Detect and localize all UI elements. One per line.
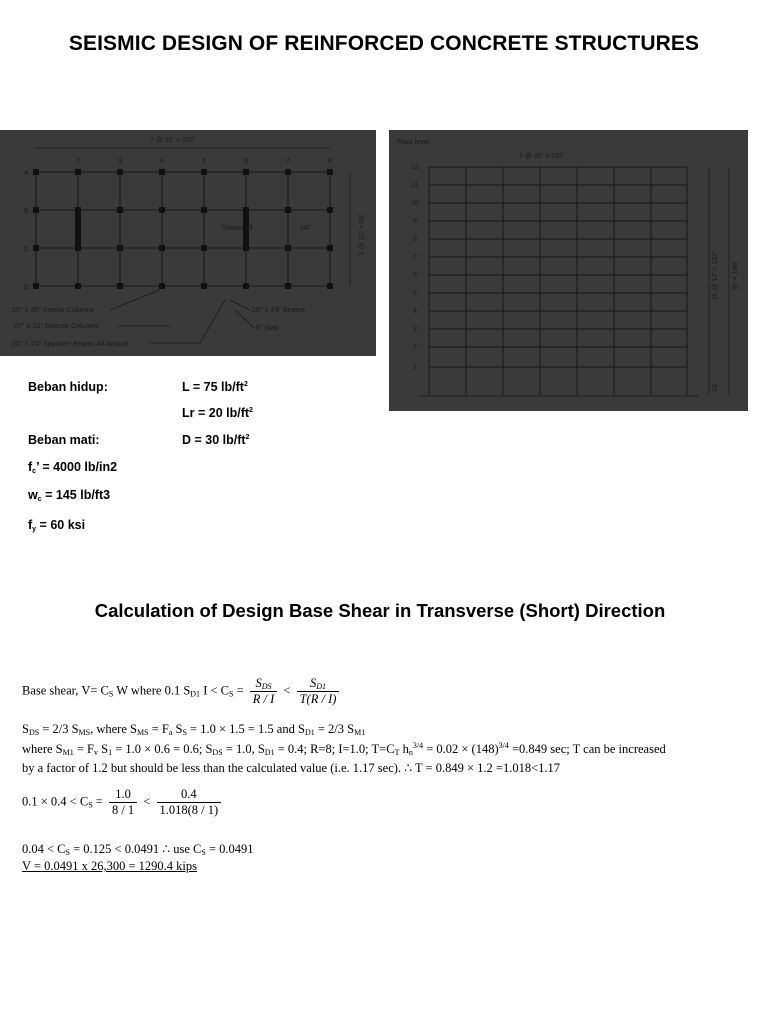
elev-base: 16': [712, 382, 719, 392]
calc-line-cs-use: 0.04 < CS = 0.125 < 0.0491 ∴ use CS = 0.0491: [22, 842, 254, 857]
plan-col-label: 7: [286, 158, 290, 165]
plan-col-label: 2: [76, 158, 80, 165]
concrete-unit-weight: $w_c = 145$ lb/ft3: [28, 488, 111, 503]
elevation-image: [389, 130, 748, 411]
plan-col-label: 4: [160, 158, 164, 165]
plan-note: 26" X 26" Interior Columns: [12, 307, 95, 314]
elev-hn: hn = 148': [732, 261, 739, 290]
plan-col-label: 6: [244, 158, 248, 165]
elev-floor: 8: [413, 236, 417, 243]
elev-floor: 9: [413, 218, 417, 225]
elev-floor: 7: [413, 254, 417, 261]
elev-floor: 5: [413, 290, 417, 297]
plan-shearwall-thk: 14": [300, 225, 311, 232]
elev-dim-side: 11 @ 12' = 132': [712, 251, 719, 300]
calc-line-sds: SDS = 2/3 SMS, where SMS = Fa SS = 1.0 × 1.5 = 1.5 and SD1 = 2/3 SM1: [22, 722, 366, 737]
elev-floor: 12: [411, 164, 419, 171]
plan-note: 20" X 24" Beams: [252, 307, 305, 314]
plan-note: 22" X 22" Exterior Columns: [14, 323, 99, 330]
fraction-1-over-8: $\frac{1.0}{8 / 1}$: [109, 787, 137, 818]
calc-line-period: by a factor of 1.2 but should be less than the calculated value (i.e. 1.17 sec). ∴ T = 0.849 × 1.2 =1.018<1.17: [22, 761, 561, 775]
plan-shearwall-label: Shearwall: [222, 225, 253, 232]
calc-line-base-shear: Base shear, V= CS W where 0.1 SD1 I < CS = $\frac{\text{SDS}}{R / I}$ < $\frac{SD1}{T(R / I)}$: [22, 676, 342, 707]
section-title: Calculation of Design Base Shear in Transverse (Short) Direction: [94, 600, 666, 621]
plan-row-label: A: [24, 170, 29, 177]
plan-dim-side: 3 @ 22' = 66': [359, 213, 366, 255]
elev-floor: 3: [413, 326, 417, 333]
steel-yield-strength: $f_y = 60$ ksi: [28, 518, 86, 533]
plan-col-label: 5: [202, 158, 206, 165]
fraction-04-over-T: $\frac{0.4}{1.018(8 / 1)}$: [157, 787, 222, 818]
live-load-Lr: Lr = 20 $lb/ft^2$: [182, 406, 253, 420]
plan-row-label: C: [24, 246, 30, 253]
elev-floor: 6: [413, 272, 417, 279]
live-load-label: Beban hidup:: [28, 380, 108, 394]
page-title: SEISMIC DESIGN OF REINFORCED CONCRETE STRUCTURES: [68, 32, 700, 55]
concrete-strength: $f_c$’ = 4000 lb/in2: [28, 460, 118, 475]
calc-line-cs-bounds: 0.1 × 0.4 < CS = $\frac{1.0}{8 / 1}$ < $\frac{0.4}{1.018(8 / 1)}$: [22, 787, 224, 818]
fraction-sds: $\frac{\text{SDS}}{R / I}$: [250, 676, 278, 707]
floor-plan-image: [0, 130, 376, 356]
fraction-sd1: $\frac{SD1}{T(R / I)}$: [297, 676, 340, 707]
plan-col-label: 8: [328, 158, 332, 165]
dead-load-D: D = 30 $lb/ft^2$: [182, 433, 250, 447]
plan-row-label: B: [24, 208, 29, 215]
calc-line-sm1: where SM1 = Fv S1 = 1.0 × 0.6 = 0.6; SDS = 1.0, SD1 = 0.4; R=8; I=1.0; T=CT $hn^{3/4} = 0.02 \times (148)^{3/4} =0.849$ sec; T can be increased: [22, 741, 666, 757]
plan-note: 20" X 24" Spandrel Beams All Around: [12, 341, 129, 348]
elev-floor: 11: [411, 182, 419, 189]
elev-dim-top: 7 @ 26' = 182': [519, 153, 565, 160]
elev-floor: 10: [411, 200, 419, 207]
elev-floor-level: Floor level: [397, 139, 430, 146]
plan-dim-top: 7 @ 26' = 182': [150, 137, 196, 144]
elev-floor: 1: [413, 364, 417, 371]
dead-load-label: Beban mati:: [28, 433, 100, 447]
elev-floor: 2: [413, 344, 417, 351]
elev-floor: 4: [413, 308, 417, 315]
plan-row-label: D: [24, 284, 30, 291]
calc-line-result: V = 0.0491 x 26,300 = 1290.4 kips: [22, 859, 197, 873]
live-load-L: L = 75 $lb/ft^2$: [182, 380, 248, 394]
plan-note: 8" Slab: [256, 325, 279, 332]
plan-col-label: 3: [118, 158, 122, 165]
